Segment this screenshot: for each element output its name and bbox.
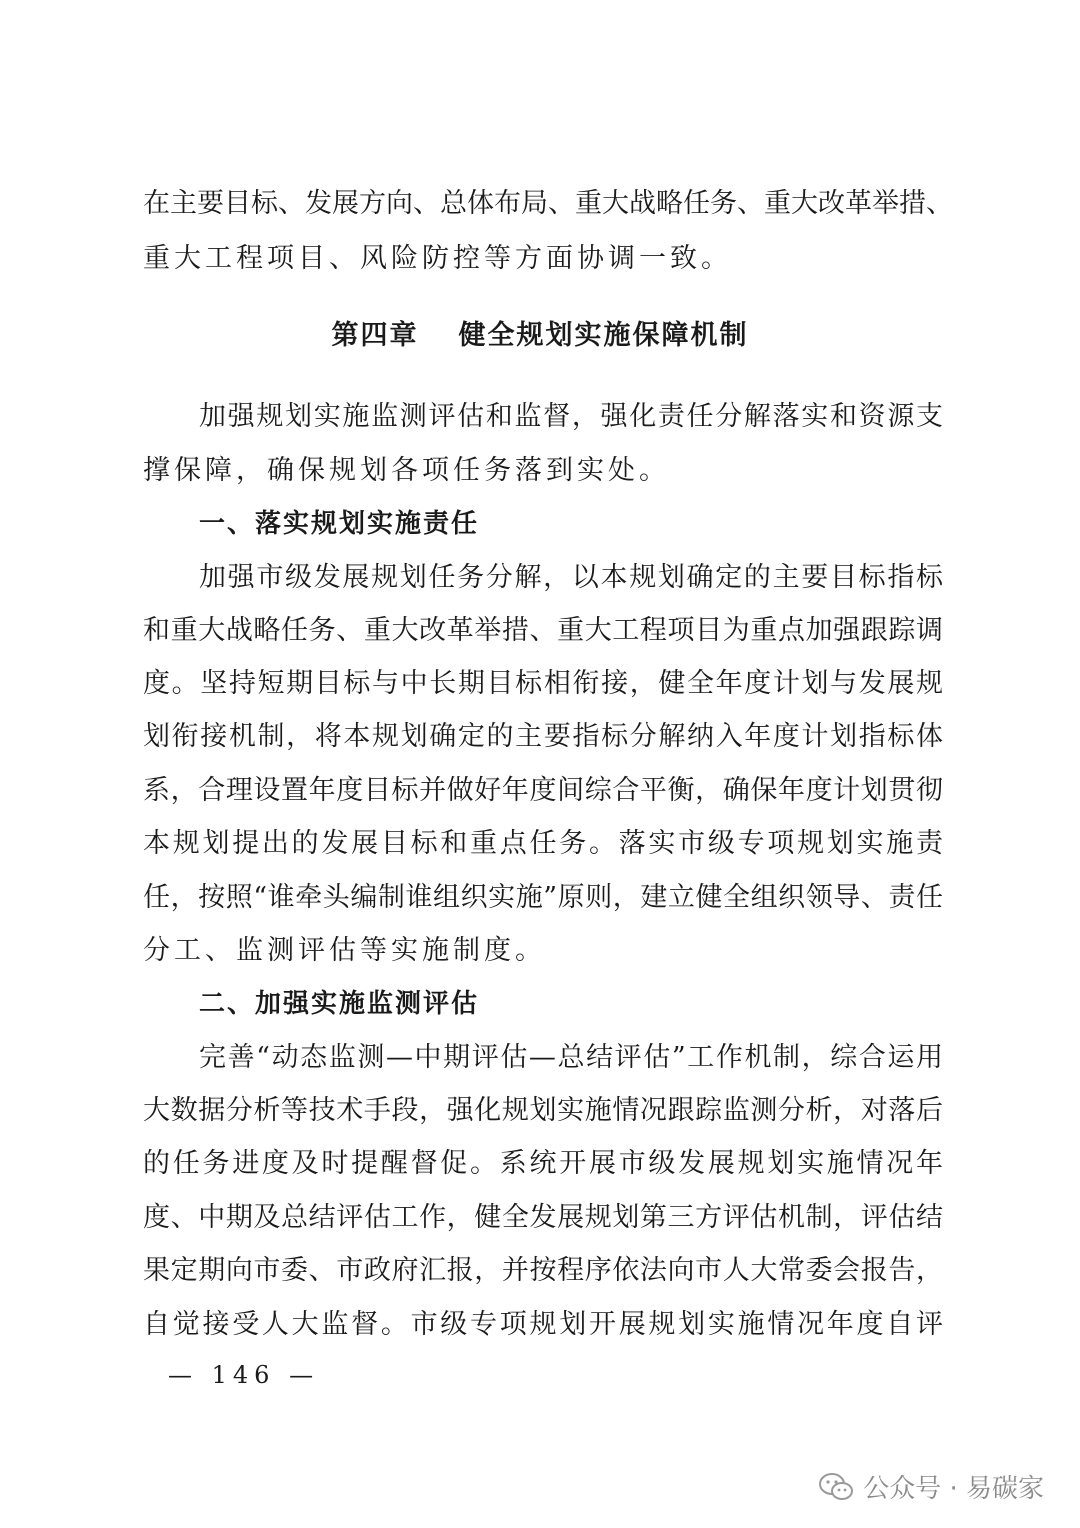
body-text-line: 撑保障，确保规划各项任务落到实处。	[143, 455, 670, 486]
chapter-number: 第四章	[331, 320, 419, 351]
body-text-line: 分工、监测评估等实施制度。	[143, 935, 546, 966]
body-text-line: 系，合理设置年度目标并做好年度间综合平衡，确保年度计划贯彻	[143, 775, 943, 806]
body-text-line: 任，按照“谁牵头编制谁组织实施”原则，建立健全组织领导、责任	[143, 882, 943, 913]
section-heading: 一、落实规划实施责任	[199, 509, 480, 539]
body-text-line: 划衔接机制，将本规划确定的主要指标分解纳入年度计划指标体	[143, 721, 943, 752]
wechat-icon	[819, 1472, 853, 1502]
body-text-line: 度。坚持短期目标与中长期目标相衔接，健全年度计划与发展规	[143, 668, 943, 699]
body-text-line: 在主要目标、发展方向、总体布局、重大战略任务、重大改革举措、	[143, 188, 953, 219]
body-text-line: 大数据分析等技术手段，强化规划实施情况跟踪监测分析，对落后	[143, 1095, 943, 1126]
body-text-line: 果定期向市委、市政府汇报，并按程序依法向市人大常委会报告，	[143, 1255, 943, 1286]
page-number: — 146 —	[168, 1361, 320, 1389]
section-heading: 二、加强实施监测评估	[199, 989, 480, 1019]
body-text-line: 加强规划实施监测评估和监督，强化责任分解落实和资源支	[199, 401, 943, 432]
body-text-line: 本规划提出的发展目标和重点任务。落实市级专项规划实施责	[143, 828, 943, 859]
watermark-text: 公众号 · 易碳家	[863, 1474, 1044, 1504]
body-text-line: 重大工程项目、风险防控等方面协调一致。	[143, 243, 732, 274]
watermark	[819, 1468, 1044, 1505]
body-text-line: 和重大战略任务、重大改革举措、重大工程项目为重点加强跟踪调	[143, 615, 943, 646]
chapter-title: 健全规划实施保障机制	[458, 320, 749, 351]
chapter-heading	[0, 320, 1080, 352]
body-text-line: 的任务进度及时提醒督促。系统开展市级发展规划实施情况年	[143, 1148, 943, 1179]
body-text-line: 加强市级发展规划任务分解，以本规划确定的主要目标指标	[199, 562, 943, 593]
body-text-line: 完善“动态监测—中期评估—总结评估”工作机制，综合运用	[199, 1042, 943, 1073]
body-text-line: 自觉接受人大监督。市级专项规划开展规划实施情况年度自评	[143, 1309, 943, 1340]
body-text-line: 度、中期及总结评估工作，健全发展规划第三方评估机制，评估结	[143, 1202, 943, 1233]
